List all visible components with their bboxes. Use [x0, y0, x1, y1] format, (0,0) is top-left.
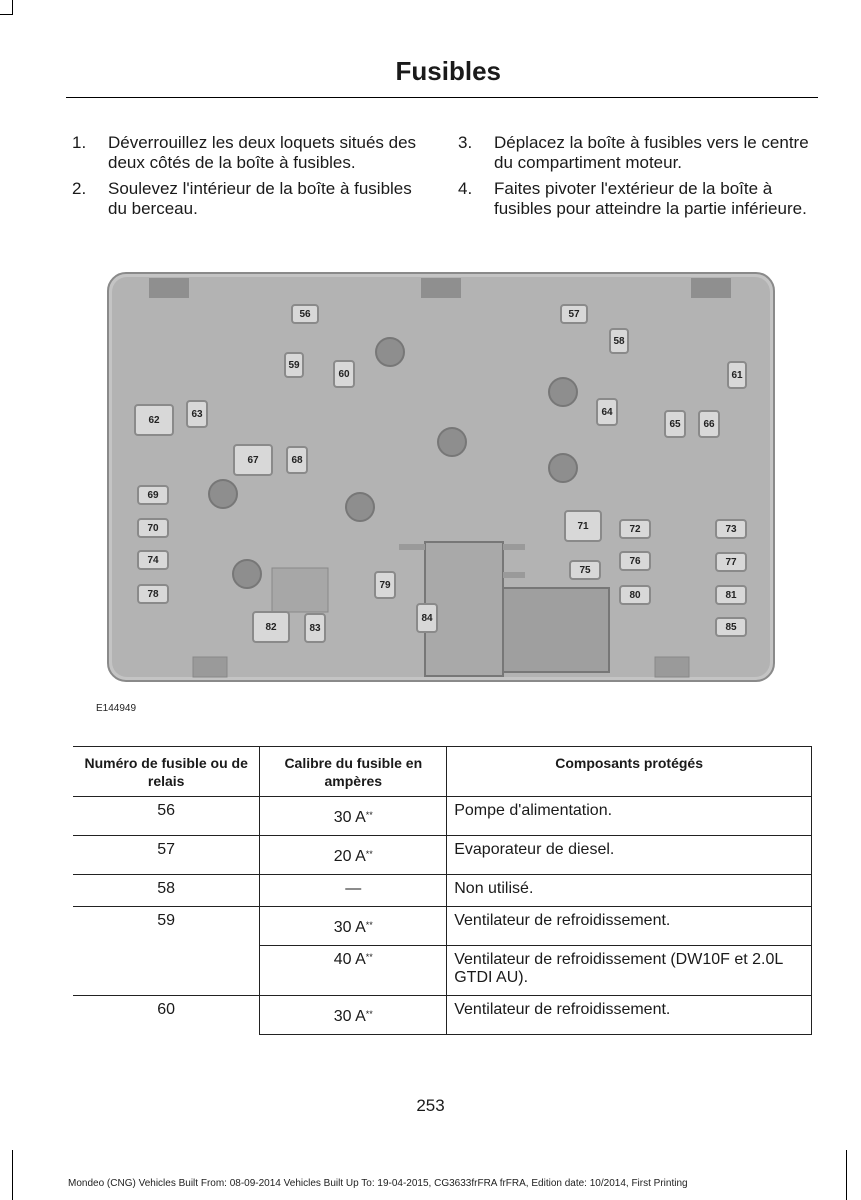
- protected-component: Ventilateur de refroidissement.: [447, 907, 812, 946]
- step-text: Faites pivoter l'extérieur de la boîte à fusibles pour atteindre la partie inférieure.: [494, 179, 807, 218]
- fuse-69: 69: [137, 485, 169, 505]
- rating-value: 30 A: [333, 919, 366, 936]
- instructions-left: [72, 133, 427, 225]
- crop-mark: [12, 1150, 13, 1200]
- step-item: [458, 133, 813, 173]
- fuse-75: 75: [569, 560, 601, 580]
- protected-component: Ventilateur de refroidissement.: [447, 996, 812, 1035]
- fuse-rating: [260, 996, 447, 1035]
- fuse-63: 63: [186, 400, 208, 428]
- fuse-box-diagram: [107, 272, 775, 682]
- step-item: [72, 133, 427, 173]
- rating-footnote: **: [365, 952, 373, 962]
- step-text: Soulevez l'intérieur de la boîte à fusibles du berceau.: [108, 179, 412, 218]
- fuse-number: 57: [73, 836, 260, 875]
- protected-component: Pompe d'alimentation.: [447, 797, 812, 836]
- rating-value: 30 A: [333, 1008, 366, 1025]
- fuse-83: 83: [304, 613, 326, 643]
- fuse-67: 67: [233, 444, 273, 476]
- rating-footnote: **: [365, 1009, 373, 1019]
- fuse-72: 72: [619, 519, 651, 539]
- fuse-66: 66: [698, 410, 720, 438]
- rating-footnote: **: [365, 810, 373, 820]
- fuse-61: 61: [727, 361, 747, 389]
- fuse-74: 74: [137, 550, 169, 570]
- fuse-57: 57: [560, 304, 588, 324]
- fuse-rating: [260, 797, 447, 836]
- fuse-77: 77: [715, 552, 747, 572]
- rating-value: 20 A: [333, 848, 366, 865]
- crop-mark: [0, 14, 13, 15]
- table-header-row: [73, 747, 812, 797]
- fuse-58: 58: [609, 328, 629, 354]
- fuse-number: 59: [73, 907, 260, 996]
- fuse-rating: [260, 907, 447, 946]
- fuse-rating: [260, 875, 447, 907]
- header-fuse-rating: Calibre du fusible en ampères: [260, 747, 447, 797]
- protected-component: Non utilisé.: [447, 875, 812, 907]
- fuse-number: 56: [73, 797, 260, 836]
- fuse-56: 56: [291, 304, 319, 324]
- crop-mark: [846, 1150, 847, 1200]
- fuse-76: 76: [619, 551, 651, 571]
- fuse-81: 81: [715, 585, 747, 605]
- step-number: 3.: [458, 133, 473, 152]
- fuse-79: 79: [374, 571, 396, 599]
- step-number: 1.: [72, 133, 87, 152]
- fuse-64: 64: [596, 398, 618, 426]
- step-number: 2.: [72, 179, 87, 198]
- step-text: Déplacez la boîte à fusibles vers le centre du compartiment moteur.: [494, 133, 809, 172]
- fuse-73: 73: [715, 519, 747, 539]
- table-row: [73, 875, 812, 907]
- fuse-71: 71: [564, 510, 602, 542]
- step-number: 4.: [458, 179, 473, 198]
- protected-component: Evaporateur de diesel.: [447, 836, 812, 875]
- title-divider: [66, 97, 818, 98]
- table-row: [73, 996, 812, 1035]
- fuse-85: 85: [715, 617, 747, 637]
- step-item: [458, 179, 813, 219]
- fuse-number: 60: [73, 996, 260, 1035]
- fuse-60: 60: [333, 360, 355, 388]
- fuse-rating: [260, 836, 447, 875]
- header-protected-components: Composants protégés: [447, 747, 812, 797]
- fuse-rating: [260, 946, 447, 996]
- page-number: 253: [416, 1096, 445, 1115]
- page-title: Fusibles: [395, 56, 501, 86]
- fuse-59: 59: [284, 352, 304, 378]
- step-text: Déverrouillez les deux loquets situés des deux côtés de la boîte à fusibles.: [108, 133, 417, 172]
- instructions-right: [458, 133, 813, 225]
- table-row: [73, 907, 812, 946]
- footer-text: Mondeo (CNG) Vehicles Built From: 08-09-2014 Vehicles Built Up To: 19-04-2015, CG3633frFRA frFRA, Edition date: 10/2014, First Printing: [68, 1178, 688, 1189]
- fuse-62: 62: [134, 404, 174, 436]
- fuse-78: 78: [137, 584, 169, 604]
- fuse-80: 80: [619, 585, 651, 605]
- rating-footnote: **: [365, 849, 373, 859]
- rating-value: 40 A: [333, 951, 366, 968]
- rating-value: 30 A: [333, 809, 366, 826]
- step-item: [72, 179, 427, 219]
- fuse-82: 82: [252, 611, 290, 643]
- protected-component: Ventilateur de refroidissement (DW10F et 2.0L GTDI AU).: [447, 946, 812, 996]
- crop-mark: [12, 0, 13, 14]
- rating-value: —: [345, 880, 362, 897]
- header-fuse-number: Numéro de fusible ou de relais: [73, 747, 260, 797]
- image-reference: E144949: [96, 703, 137, 714]
- fuse-65: 65: [664, 410, 686, 438]
- table-row: [73, 836, 812, 875]
- table-row: [73, 797, 812, 836]
- fuse-84: 84: [416, 603, 438, 633]
- fuse-68: 68: [286, 446, 308, 474]
- rating-footnote: **: [365, 920, 373, 930]
- fuse-number: 58: [73, 875, 260, 907]
- fuse-box-outline: [107, 272, 775, 682]
- fuse-table: [73, 746, 812, 1035]
- fuse-70: 70: [137, 518, 169, 538]
